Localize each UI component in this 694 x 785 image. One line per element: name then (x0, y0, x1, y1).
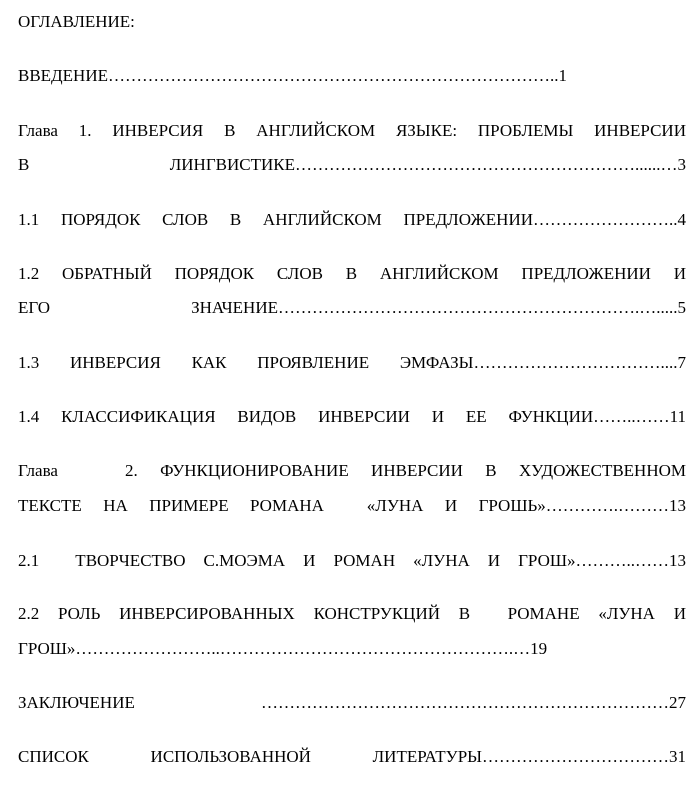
toc-entry-chapter-2-line-2: ТЕКСТЕ НА ПРИМЕРЕ РОМАНА «ЛУНА И ГРОШЬ»………….………13 (18, 496, 686, 515)
toc-entry-2-2-line-2: ГРОШ»……………………..…………………………………………….…19 (18, 639, 548, 658)
toc-entry-bibliography: СПИСОК ИСПОЛЬЗОВАННОЙ ЛИТЕРАТУРЫ……………………………31 (18, 747, 686, 766)
toc-heading: ОГЛАВЛЕНИЕ: (18, 12, 135, 31)
toc-entry-2-2-line-1: 2.2 РОЛЬ ИНВЕРСИРОВАННЫХ КОНСТРУКЦИЙ В РОМАНЕ «ЛУНА И (18, 604, 686, 623)
toc-entry-1-2-line-2: ЕГО ЗНАЧЕНИЕ……………………………………………………….….....5 (18, 298, 686, 317)
toc-entry-1-4: 1.4 КЛАССИФИКАЦИЯ ВИДОВ ИНВЕРСИИ И ЕЕ ФУНКЦИИ……..……11 (18, 407, 686, 426)
toc-entry-conclusion: ЗАКЛЮЧЕНИЕ ………………………………………………………………27 (18, 693, 686, 712)
toc-entry-chapter-1-line-2: В ЛИНГВИСТИКЕ……………………………………………………......…3 (18, 155, 686, 174)
toc-entry-1-1: 1.1 ПОРЯДОК СЛОВ В АНГЛИЙСКОМ ПРЕДЛОЖЕНИИ……………………..4 (18, 210, 686, 229)
toc-entry-2-1: 2.1 ТВОРЧЕСТВО С.МОЭМА И РОМАН «ЛУНА И ГРОШ»………..……13 (18, 551, 686, 570)
toc-entry-1-3: 1.3 ИНВЕРСИЯ КАК ПРОЯВЛЕНИЕ ЭМФАЗЫ……………………………....7 (18, 353, 686, 372)
table-of-contents-page (18, 0, 686, 785)
toc-entry-chapter-1-line-1: Глава 1. ИНВЕРСИЯ В АНГЛИЙСКОМ ЯЗЫКЕ: ПРОБЛЕМЫ ИНВЕРСИИ (18, 121, 686, 140)
toc-entry-1-2-line-1: 1.2 ОБРАТНЫЙ ПОРЯДОК СЛОВ В АНГЛИЙСКОМ ПРЕДЛОЖЕНИИ И (18, 264, 686, 283)
toc-entry-introduction: ВВЕДЕНИЕ……………………………………………………………………..1 (18, 66, 567, 85)
toc-entry-chapter-2-line-1: Глава 2. ФУНКЦИОНИРОВАНИЕ ИНВЕРСИИ В ХУДОЖЕСТВЕННОМ (18, 461, 686, 480)
